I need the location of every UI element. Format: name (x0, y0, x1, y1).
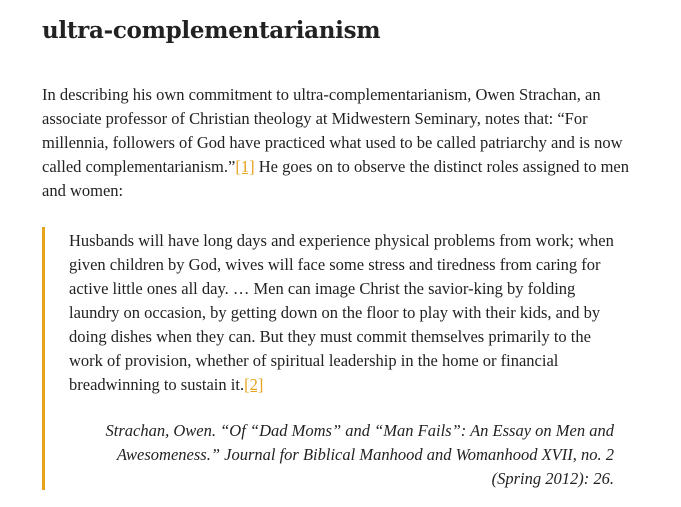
footnote-link-1[interactable]: [1] (235, 157, 255, 176)
section-heading: ultra-complementarianism (42, 17, 381, 44)
intro-paragraph (42, 83, 637, 203)
quote-citation: Strachan, Owen. “Of “Dad Moms” and “Man Fails”: An Essay on Men and Awesomeness.” Journal for Biblical Manhood and Womanhood XVII, no. 2 (Spring 2012): 26. (105, 421, 614, 488)
quote-text (69, 229, 614, 397)
block-quote (42, 227, 620, 490)
intro-text: In describing his own commitment to ultra-complementarianism, Owen Strachan, an associate professor of Christian theology at Midwestern Seminary, notes that: “For millennia, followers of God have practiced what used to be called patriarchy and is now called complementarianism.” (42, 85, 623, 176)
intro-text-continued: He goes on to observe the distinct roles assigned to men and women: (42, 157, 629, 200)
footnote-link-2[interactable]: [2] (244, 375, 264, 394)
quote-body: Husbands will have long days and experience physical problems from work; when given children by God, wives will face some stress and tiredness from caring for active little ones all day. … Men can image Christ the savior-king by folding laundry on occasion, by getting down on the floor to play with their kids, and by doing dishes when they can. But they must commit themselves primarily to the work of provision, whether of spiritual leadership in the home or financial breadwinning to sustain it. (69, 231, 614, 394)
